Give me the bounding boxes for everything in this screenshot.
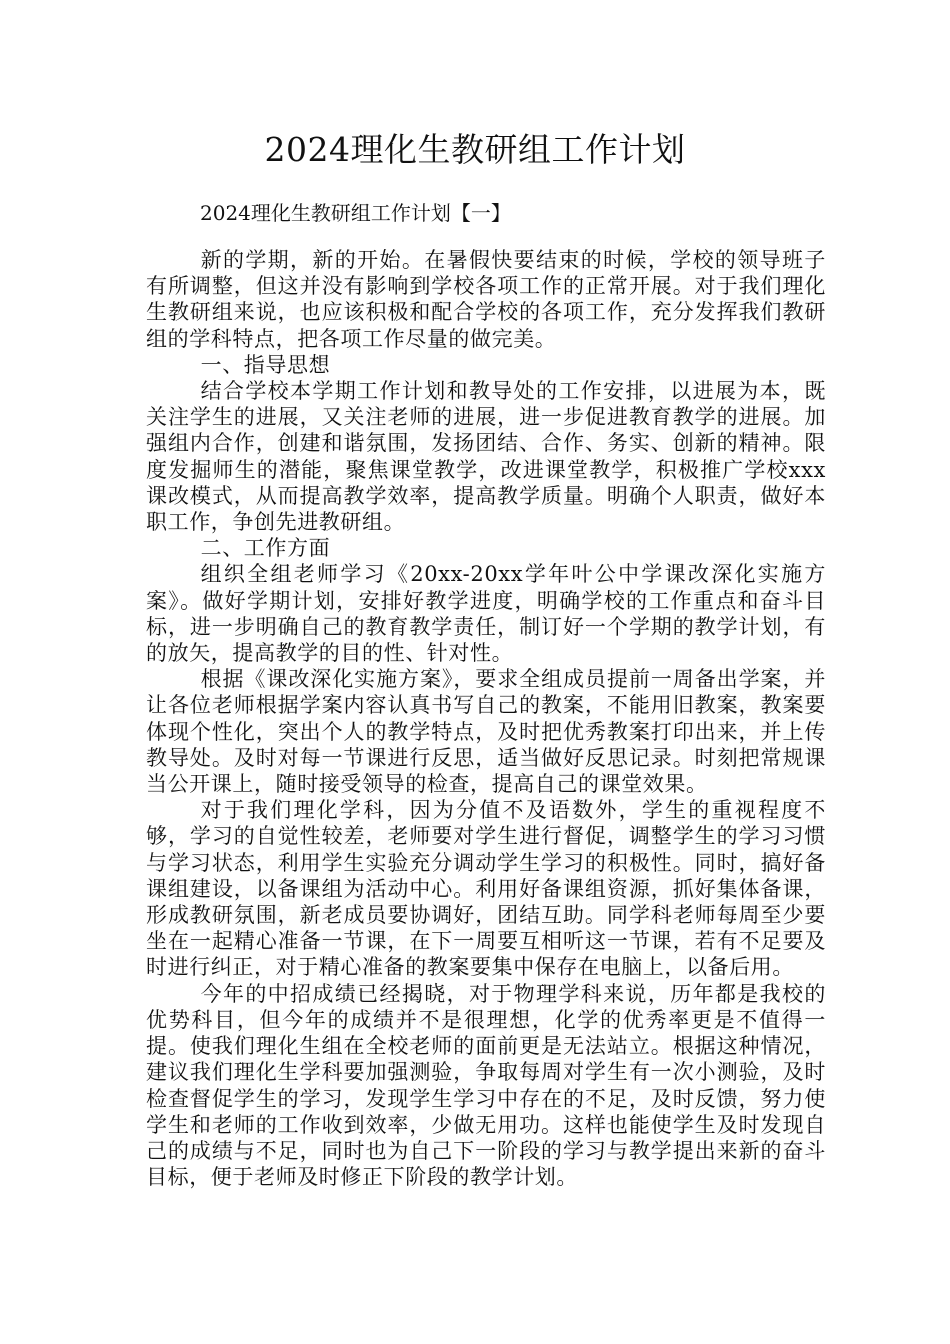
document-title: 2024理化生教研组工作计划 <box>264 130 686 169</box>
paragraph-exam-results: 今年的中招成绩已经揭晓，对于物理学科来说，历年都是我校的优势科目，但今年的成绩并不是很理想，化学的优秀率更是不值得一提。使我们理化生组在全校老师的面前更是无法站立。根据这种情况，建议我们理化生学科要加强测验，争取每周对学生有一次小测验，及时检查督促学生的学习，发现学生学习中存在的不足，及时反馈，努力使学生和老师的工作收到效率，少做无用功。这样也能使学生及时发现自己的成绩与不足，同时也为自己下一阶段的学习与教学提出来新的奋斗目标，便于老师及时修正下阶段的教学计划。 <box>146 981 826 1190</box>
paragraph-lesson-plans: 根据《课改深化实施方案》，要求全组成员提前一周备出学案，并让各位老师根据学案内容认真书写自己的教案，不能用旧教案，教案要体现个性化，突出个人的教学特点，及时把优秀教案打印出来，并上传教导处。及时对每一节课进行反思，适当做好反思记录。时刻把常规课当公开课上，随时接受领导的检查，提高自己的课堂效果。 <box>146 667 826 797</box>
section-heading-guiding-ideas: 一、指导思想 <box>200 352 331 377</box>
paragraph-guiding-ideas: 结合学校本学期工作计划和教导处的工作安排，以进展为本，既关注学生的进展，又关注老师的进展，进一步促进教育教学的进展。加强组内合作，创建和谐氛围，发扬团结、合作、务实、创新的精神。限度发掘师生的潜能，聚焦课堂教学，改进课堂教学，积极推广学校xxx课改模式，从而提高教学效率，提高教学质量。明确个人职责，做好本职工作，争创先进教研组。 <box>146 379 826 535</box>
paragraph-intro: 新的学期，新的开始。在暑假快要结束的时候，学校的领导班子有所调整，但这并没有影响到学校各项工作的正常开展。对于我们理化生教研组来说，也应该积极和配合学校的各项工作，充分发挥我们教研组的学科特点，把各项工作尽量的做完美。 <box>146 248 826 351</box>
paragraph-study-plan: 组织全组老师学习《20xx-20xx学年叶公中学课改深化实施方案》。做好学期计划，安排好教学进度，明确学校的工作重点和奋斗目标，进一步明确自己的教育教学责任，制订好一个学期的教学计划，有的放矢，提高教学的目的性、针对性。 <box>146 562 826 666</box>
paragraph-science-subjects: 对于我们理化学科，因为分值不及语数外，学生的重视程度不够，学习的自觉性较差，老师要对学生进行督促，调整学生的学习习惯与学习状态，利用学生实验充分调动学生学习的积极性。同时，搞好备课组建设，以备课组为活动中心。利用好备课组资源，抓好集体备课，形成教研氛围，新老成员要协调好，团结互助。同学科老师每周至少要坐在一起精心准备一节课，在下一周要互相听这一节课，若有不足要及时进行纠正，对于精心准备的教案要集中保存在电脑上，以备后用。 <box>146 798 826 980</box>
section-heading-work-aspects: 二、工作方面 <box>200 536 331 561</box>
document-subtitle: 2024理化生教研组工作计划【一】 <box>200 201 511 225</box>
document-body <box>146 247 826 1190</box>
